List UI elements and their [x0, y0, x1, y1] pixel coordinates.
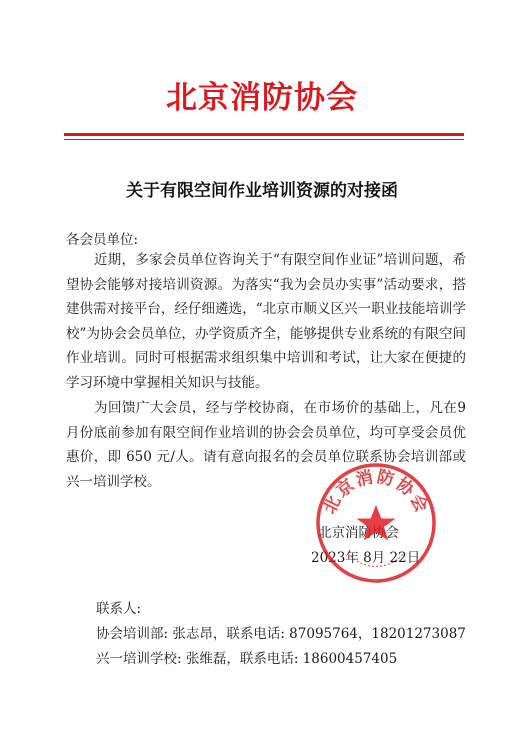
seal-star-icon — [357, 505, 396, 541]
seal-text: 北京消防协会 — [319, 467, 433, 518]
signature-org: 北京消防协会 — [318, 525, 399, 541]
letterhead-rule-thick — [64, 133, 464, 136]
contact-line-training-dept: 协会培训部: 张志昂，联系电话: 87095764，18201273087 — [96, 626, 466, 642]
contact-line-school: 兴一培训学校: 张维磊，联系电话: 18600457405 — [96, 651, 398, 667]
body-paragraph-2: 为回馈广大会员，经与学校协商，在市场价的基础上，凡在9月份底前参加有限空间作业培训的协会会员单位，均可享受会员优惠价，即 650 元/人。请有意向报名的会员单位联系协会培训部或兴一培训学校。 — [66, 400, 466, 490]
contacts-heading: 联系人: — [96, 601, 142, 617]
official-seal-icon — [314, 461, 438, 585]
org-letterhead-title: 北京消防协会 — [166, 80, 358, 116]
signature-date: 2023年 8月 22日 — [311, 550, 421, 566]
document-title: 关于有限空间作业培训资源的对接函 — [126, 181, 398, 201]
salutation: 各会员单位: — [66, 232, 139, 248]
letterhead-rule-thin — [64, 139, 464, 140]
body-paragraph-1: 近期，多家会员单位咨询关于“有限空间作业证”培训问题，希望协会能够对接培训资源。为落实“我为会员办实事”活动要求，搭建供需对接平台，经仔细遴选，“北京市顺义区兴一职业技能培训学校”为协会会员单位，办学资质齐全，能够提供专业系统的有限空间作业培训。同时可根据需求组织集中培训和考试，让大家在便捷的学习环境中掌握相关知识与技能。 — [66, 252, 466, 391]
